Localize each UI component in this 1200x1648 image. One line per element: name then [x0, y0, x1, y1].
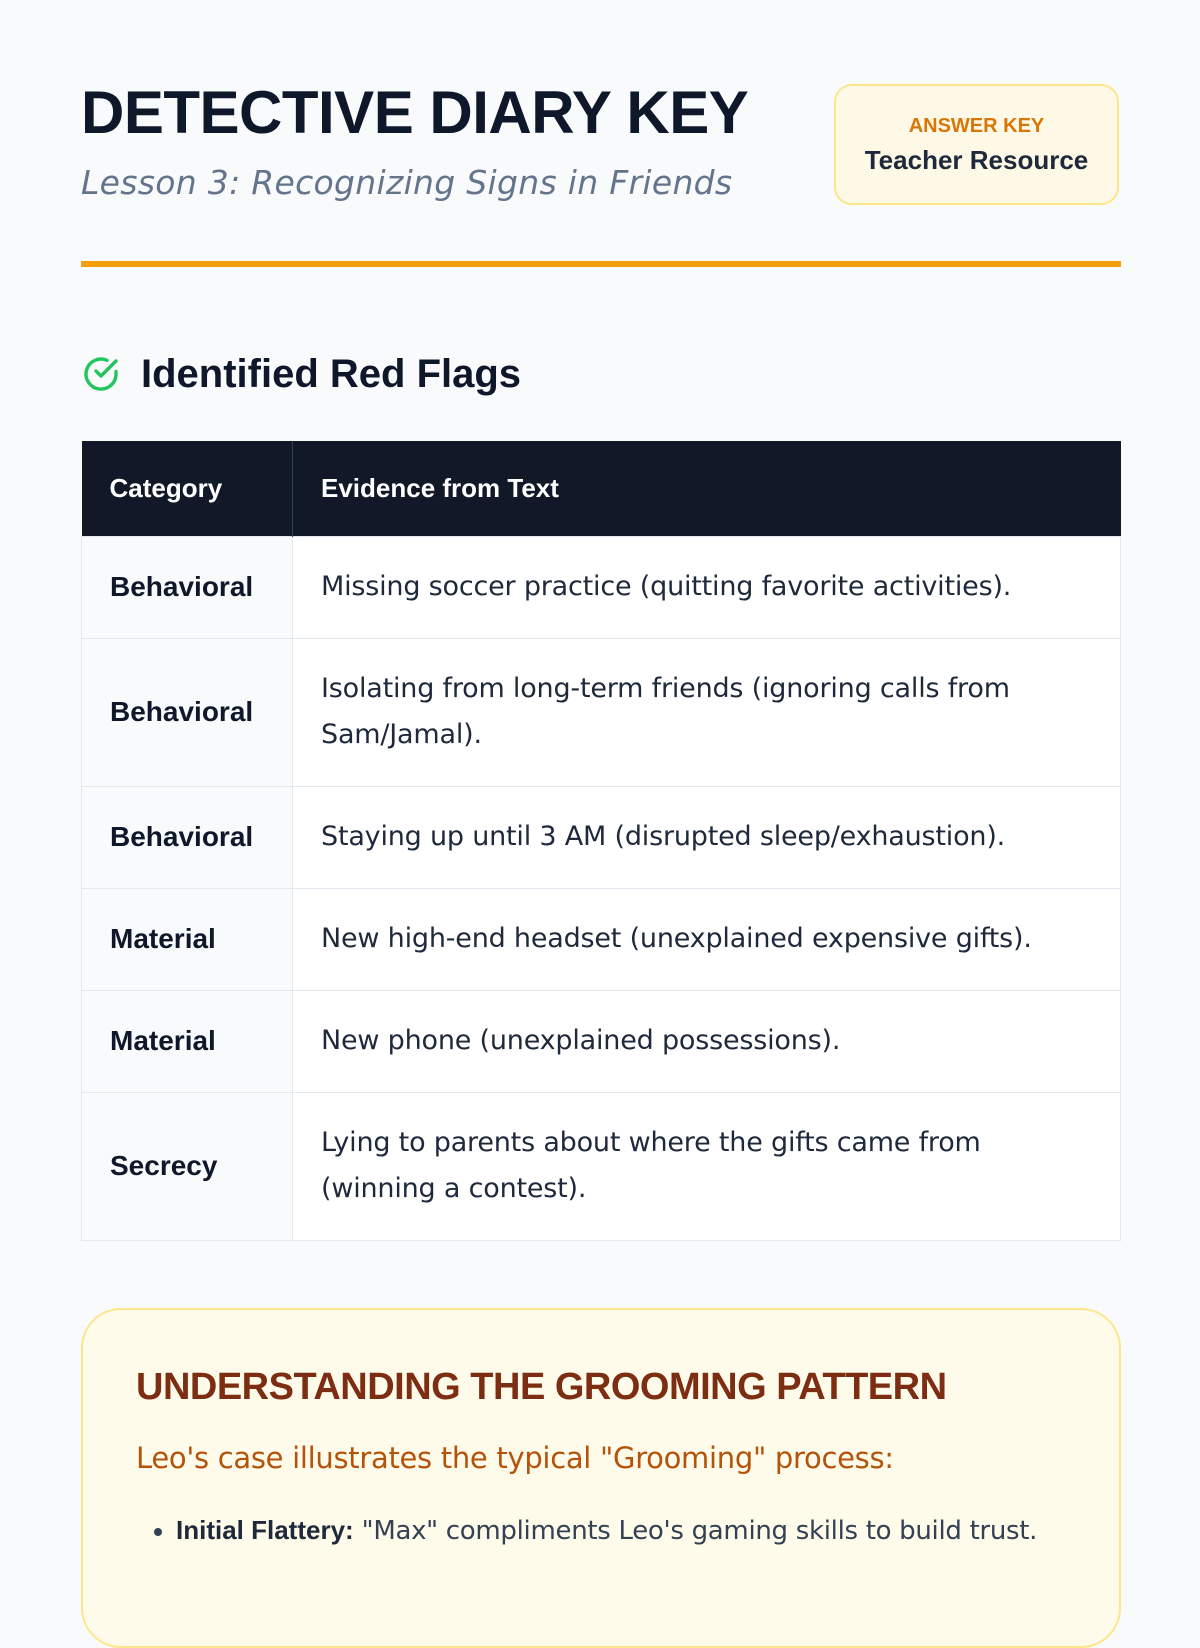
section-title: Identified Red Flags [141, 351, 522, 396]
page [81, 0, 1121, 1546]
evidence-cell: New phone (unexplained possessions). [293, 990, 1121, 1092]
grooming-steps-list [136, 1512, 1066, 1549]
table-row [82, 990, 1121, 1092]
category-cell: Material [82, 990, 293, 1092]
category-cell: Material [82, 888, 293, 990]
grooming-pattern-callout [81, 1308, 1121, 1648]
badge-label: ANSWER KEY [908, 115, 1045, 137]
table-row [82, 888, 1121, 990]
section-heading [81, 350, 521, 398]
evidence-cell: New high-end headset (unexplained expensive gifts). [293, 888, 1121, 990]
category-cell: Behavioral [82, 786, 293, 888]
evidence-cell: Missing soccer practice (quitting favorite activities). [293, 536, 1121, 638]
page-subtitle: Lesson 3: Recognizing Signs in Friends [81, 163, 733, 202]
table-row [82, 536, 1121, 638]
badge-text: Teacher Resource [864, 145, 1089, 175]
list-item-term: Initial Flattery: [176, 1515, 354, 1545]
callout-intro: Leo's case illustrates the typical "Grooming" process: [136, 1441, 894, 1475]
table-row [82, 786, 1121, 888]
list-item [176, 1512, 1066, 1549]
category-cell: Behavioral [82, 536, 293, 638]
category-cell: Secrecy [82, 1092, 293, 1240]
header-divider [81, 261, 1121, 267]
evidence-cell: Lying to parents about where the gifts came from (winning a contest). [293, 1092, 1121, 1240]
answer-key-badge [834, 84, 1119, 205]
header [81, 0, 1121, 263]
evidence-cell: Staying up until 3 AM (disrupted sleep/exhaustion). [293, 786, 1121, 888]
check-circle-icon [81, 354, 121, 394]
table-row [82, 638, 1121, 786]
evidence-cell: Isolating from long-term friends (ignoring calls from Sam/Jamal). [293, 638, 1121, 786]
table-header-row [82, 441, 1121, 536]
list-item-text: "Max" compliments Leo's gaming skills to build trust. [353, 1516, 1038, 1546]
red-flags-table [81, 441, 1121, 1241]
callout-title: UNDERSTANDING THE GROOMING PATTERN [136, 1366, 947, 1408]
page-title: DETECTIVE DIARY KEY [81, 79, 749, 146]
column-header-category: Category [82, 441, 293, 536]
category-cell: Behavioral [82, 638, 293, 786]
table-row [82, 1092, 1121, 1240]
column-header-evidence: Evidence from Text [293, 441, 1121, 536]
